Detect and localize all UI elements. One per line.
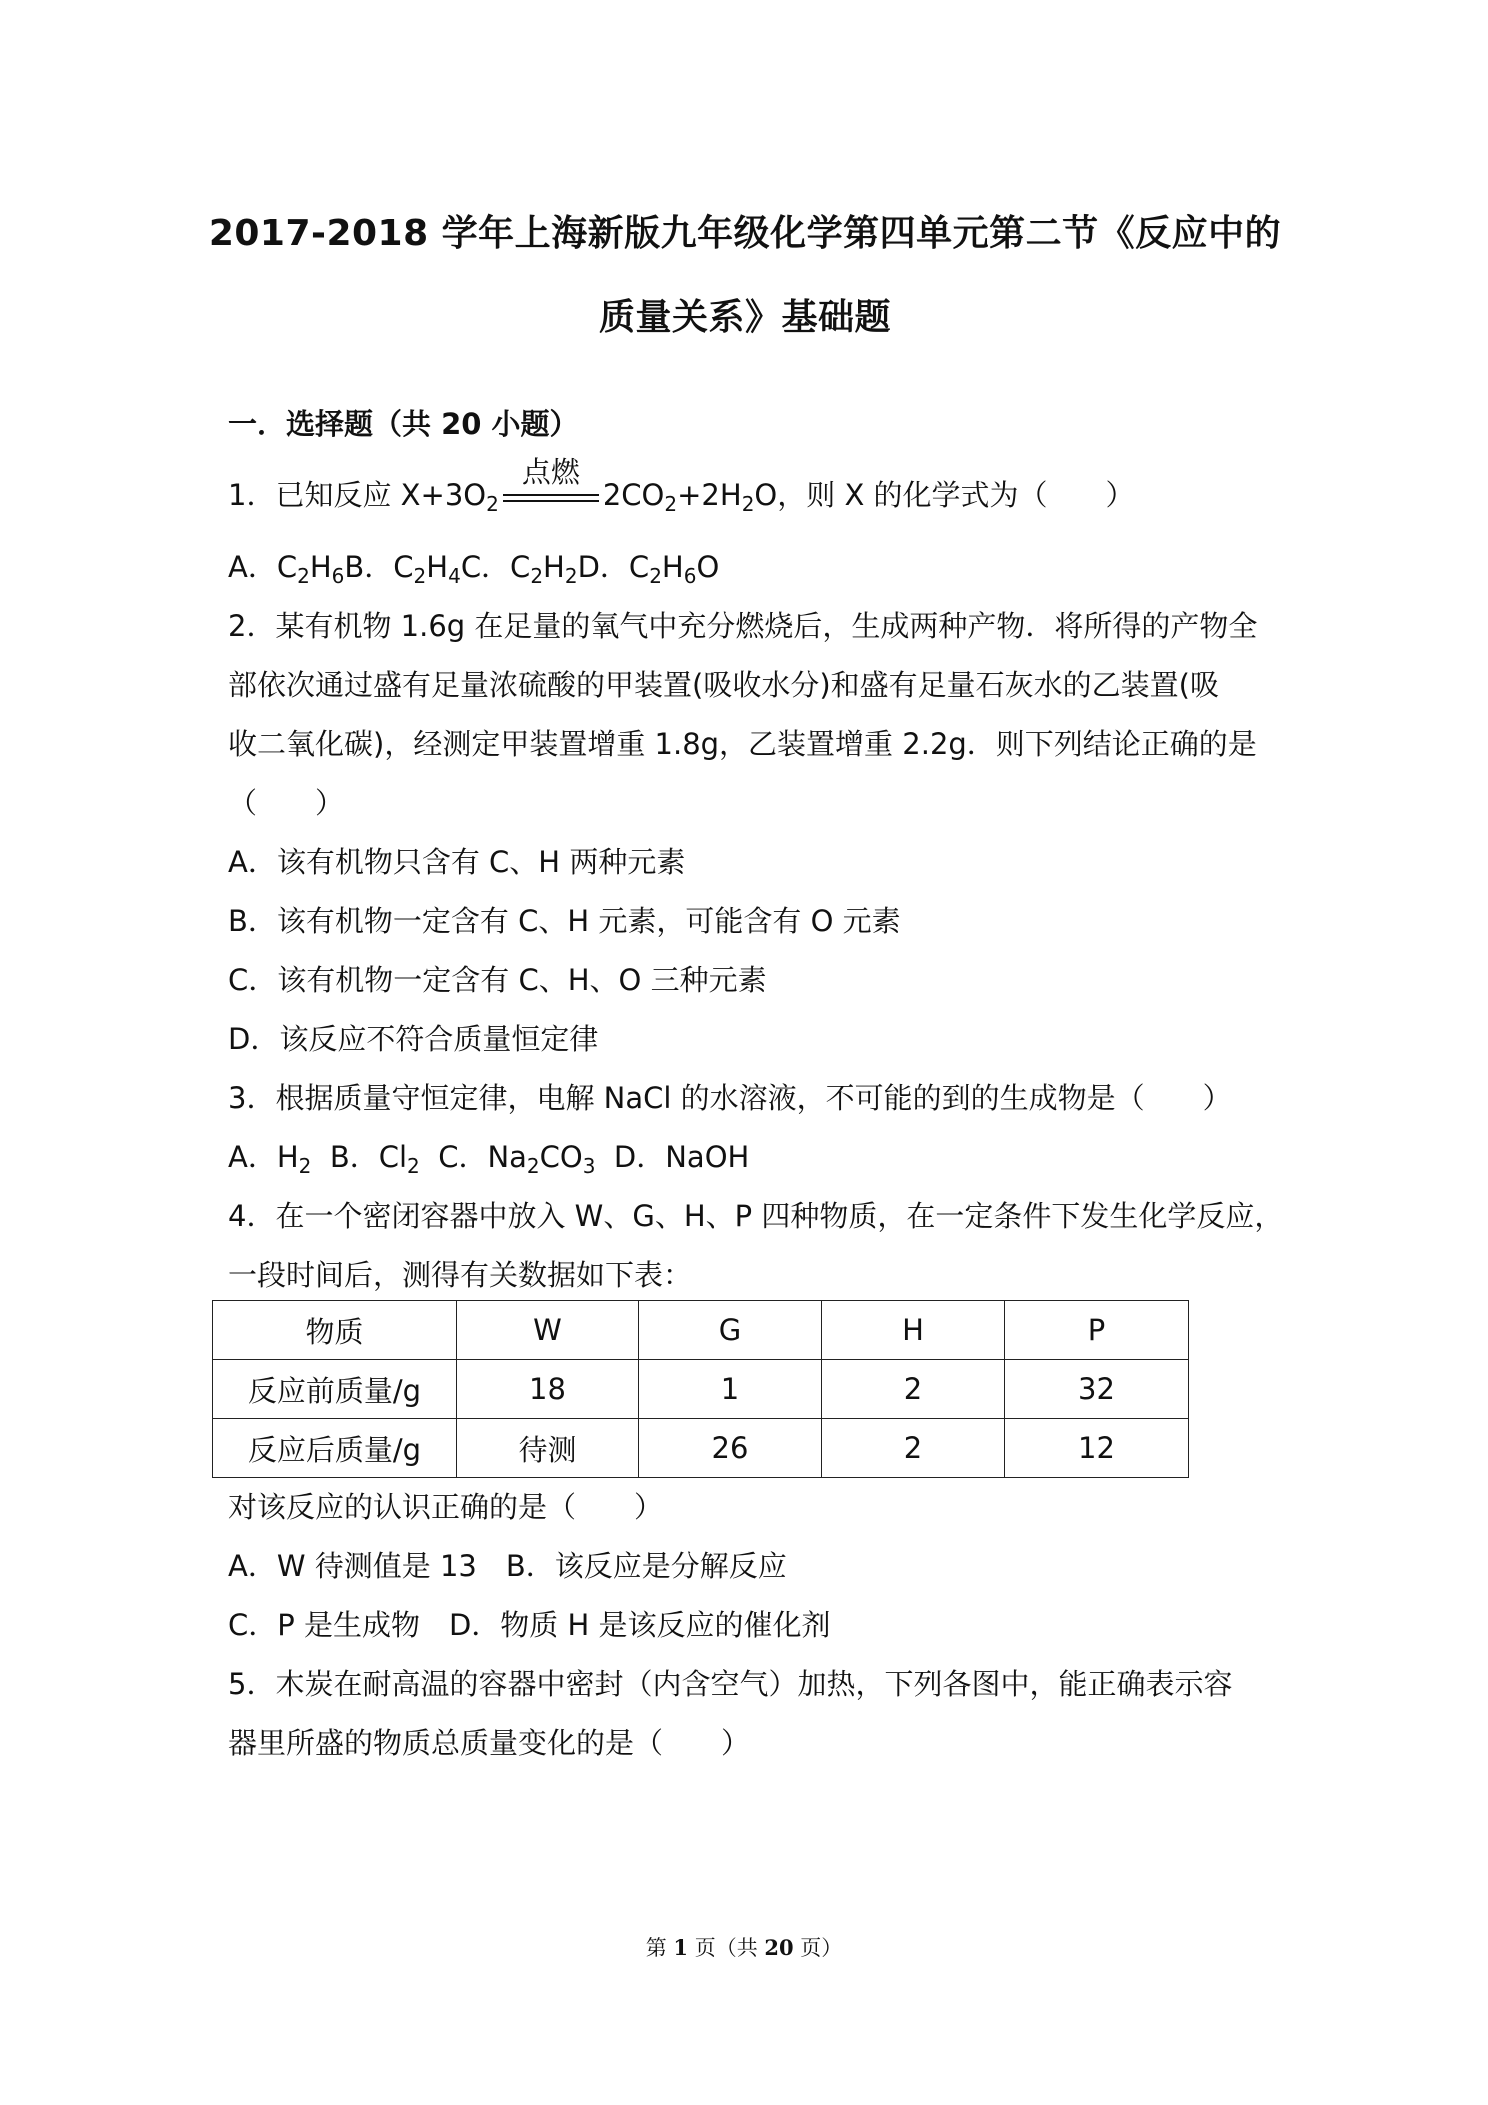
question-5-line-1: 5．木炭在耐高温的容器中密封（内含空气）加热，下列各图中，能正确表示容 (228, 1667, 1233, 1701)
table-cell: 2 (822, 1419, 1005, 1478)
option-a: A．$C_2H_6$ (228, 550, 345, 588)
option-d: D．$C_2H_6O$ (577, 550, 720, 588)
table-row (213, 1419, 1189, 1478)
table-cell: 待测 (457, 1419, 639, 1478)
question-4-line-2: 一段时间后，测得有关数据如下表： (228, 1258, 693, 1292)
reaction-arrow (499, 455, 603, 515)
document-title (200, 192, 1290, 360)
question-2-line-1: 2．某有机物 1.6g 在足量的氧气中充分燃烧后，生成两种产物．将所得的产物全 (228, 609, 1258, 643)
title-line-1: 2017-2018 学年上海新版九年级化学第四单元第二节《反应中的 (208, 213, 1282, 254)
page-number: 1 (673, 1935, 689, 1960)
option-d: D．NaOH (613, 1140, 750, 1174)
question-2-line-3: 收二氧化碳)，经测定甲装置增重 1.8g，乙装置增重 2.2g．则下列结论正确的是 (228, 727, 1257, 761)
question-1: 1．已知反应 $X+3O_2$ 点燃 $2CO_2+2H_2O$，则 X 的化学式为（ ） (228, 455, 1135, 516)
table-cell: 反应后质量/g (213, 1419, 457, 1478)
question-3: 3．根据质量守恒定律，电解 NaCl 的水溶液，不可能的到的生成物是（ ） (228, 1081, 1232, 1115)
question-2-line-4: （ ） (228, 786, 345, 820)
table-cell: 1 (639, 1360, 822, 1419)
table-header-cell: 物质 (213, 1301, 457, 1360)
option-a: A．$H_2$ (228, 1140, 312, 1178)
question-2-option-b: B．该有机物一定含有 C、H 元素，可能含有 O 元素 (228, 904, 901, 938)
table-cell: 2 (822, 1360, 1005, 1419)
table-cell: 26 (639, 1419, 822, 1478)
table-cell: 反应前质量/g (213, 1360, 457, 1419)
table-cell: 12 (1005, 1419, 1189, 1478)
option-c: C．$C_2H_2$ (460, 550, 578, 588)
question-1-options (228, 547, 1278, 587)
section-header: 一．选择题（共 20 小题） (228, 407, 579, 441)
title-line-2: 质量关系》基础题 (598, 297, 891, 338)
table-header-cell: W (457, 1301, 639, 1360)
data-table (212, 1300, 1189, 1478)
question-2-option-d: D．该反应不符合质量恒定律 (228, 1022, 599, 1056)
question-4-line-1: 4．在一个密闭容器中放入 W、G、H、P 四种物质，在一定条件下发生化学反应， (228, 1199, 1284, 1233)
table-header-cell: H (822, 1301, 1005, 1360)
question-2-line-2: 部依次通过盛有足量浓硫酸的甲装置(吸收水分)和盛有足量石灰水的乙装置(吸 (228, 668, 1219, 702)
question-4-options-cd: C．P 是生成物 D．物质 H 是该反应的催化剂 (228, 1608, 831, 1642)
equal-bar-top (503, 494, 599, 496)
question-2-option-a: A．该有机物只含有 C、H 两种元素 (228, 845, 686, 879)
page-footer: 第 1 页（共 20 页） (645, 1935, 843, 1960)
table-header-cell: P (1005, 1301, 1189, 1360)
question-4-options-ab: A．W 待测值是 13 B．该反应是分解反应 (228, 1549, 787, 1583)
table-cell: 18 (457, 1360, 639, 1419)
table-cell: 32 (1005, 1360, 1189, 1419)
question-5-line-2: 器里所盛的物质总质量变化的是（ ） (228, 1726, 751, 1760)
equal-bar-bottom (503, 500, 599, 502)
option-b: B．$C_2H_4$ (344, 550, 461, 588)
table-row (213, 1360, 1189, 1419)
question-3-options (228, 1137, 1278, 1177)
page-total: 20 (764, 1935, 794, 1960)
option-c: C．$Na_2CO_3$ (438, 1140, 596, 1178)
option-b: B．$Cl_2$ (329, 1140, 420, 1178)
table-header-cell: G (639, 1301, 822, 1360)
question-2-option-c: C．该有机物一定含有 C、H、O 三种元素 (228, 963, 767, 997)
table-header-row (213, 1301, 1189, 1360)
reaction-condition: 点燃 (521, 455, 580, 489)
question-4-prompt: 对该反应的认识正确的是（ ） (228, 1490, 664, 1524)
